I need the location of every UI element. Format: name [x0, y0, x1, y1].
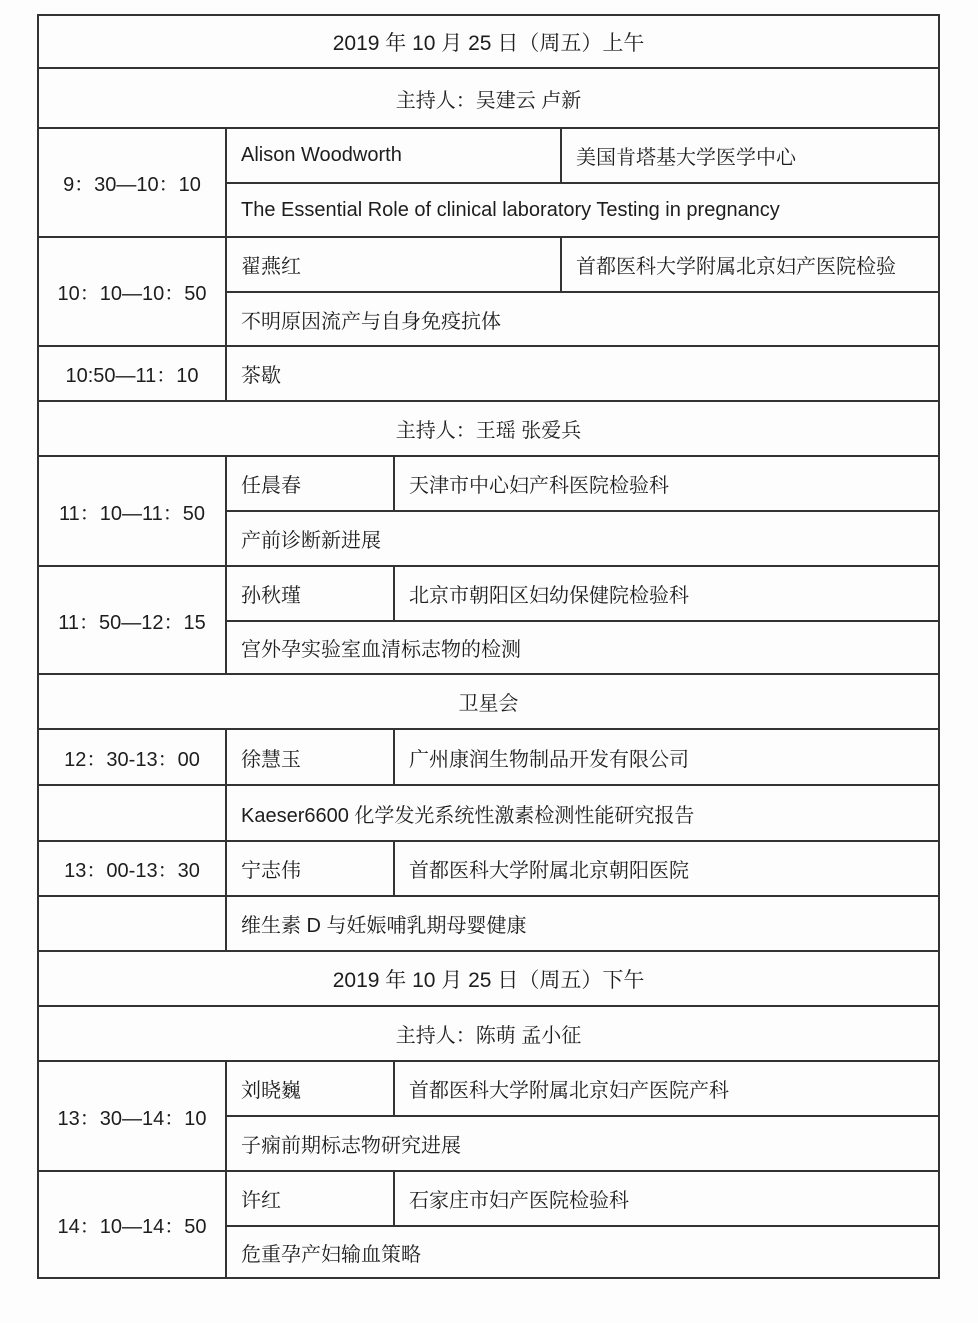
speaker-cell: 宁志伟: [226, 841, 394, 896]
topic-cell: 维生素 D 与妊娠哺乳期母婴健康: [226, 896, 939, 951]
time-cell: 11：10—11：50: [38, 456, 226, 566]
topic-cell: 产前诊断新进展: [226, 511, 939, 566]
moderators-row: 主持人：陈萌 孟小征: [38, 1006, 939, 1061]
topic-cell: 危重孕产妇输血策略: [226, 1226, 939, 1278]
speaker-cell: 翟燕红: [226, 237, 561, 292]
speaker-cell: 许红: [226, 1171, 394, 1226]
affiliation-cell: 石家庄市妇产医院检验科: [394, 1171, 939, 1226]
topic-cell: The Essential Role of clinical laboratory Testing in pregnancy: [226, 183, 939, 237]
affiliation-cell: 首都医科大学附属北京朝阳医院: [394, 841, 939, 896]
time-cell: 12：30-13：00: [38, 729, 226, 785]
break-label-cell: 茶歇: [226, 346, 939, 401]
empty-time-cell: [38, 785, 226, 841]
affiliation-cell: 首都医科大学附属北京妇产医院产科: [394, 1061, 939, 1116]
time-cell: 10：10—10：50: [38, 237, 226, 346]
affiliation-cell: 美国肯塔基大学医学中心: [561, 128, 939, 183]
day-header: 2019 年 10 月 25 日（周五）上午: [38, 15, 939, 68]
speaker-cell: 刘晓巍: [226, 1061, 394, 1116]
affiliation-cell: 广州康润生物制品开发有限公司: [394, 729, 939, 785]
time-cell: 14：10—14：50: [38, 1171, 226, 1278]
satellite-header-cell: 卫星会: [38, 674, 939, 729]
time-cell: 10:50—11：10: [38, 346, 226, 401]
empty-time-cell: [38, 896, 226, 951]
topic-cell: Kaeser6600 化学发光系统性激素检测性能研究报告: [226, 785, 939, 841]
day-header: 2019 年 10 月 25 日（周五）下午: [38, 951, 939, 1006]
affiliation-cell: 首都医科大学附属北京妇产医院检验: [561, 237, 939, 292]
topic-cell: 宫外孕实验室血清标志物的检测: [226, 621, 939, 674]
affiliation-cell: 天津市中心妇产科医院检验科: [394, 456, 939, 511]
speaker-cell: 徐慧玉: [226, 729, 394, 785]
time-cell: 9：30—10：10: [38, 128, 226, 237]
topic-cell: 子痫前期标志物研究进展: [226, 1116, 939, 1171]
speaker-cell: Alison Woodworth: [226, 128, 561, 183]
speaker-cell: 孙秋瑾: [226, 566, 394, 621]
time-cell: 11：50—12：15: [38, 566, 226, 674]
moderators-row: 主持人：吴建云 卢新: [38, 68, 939, 128]
time-cell: 13：00-13：30: [38, 841, 226, 896]
speaker-cell: 任晨春: [226, 456, 394, 511]
schedule-table: [37, 14, 940, 1279]
time-cell: 13：30—14：10: [38, 1061, 226, 1171]
moderators-row: 主持人：王瑶 张爱兵: [38, 401, 939, 456]
topic-cell: 不明原因流产与自身免疫抗体: [226, 292, 939, 346]
affiliation-cell: 北京市朝阳区妇幼保健院检验科: [394, 566, 939, 621]
